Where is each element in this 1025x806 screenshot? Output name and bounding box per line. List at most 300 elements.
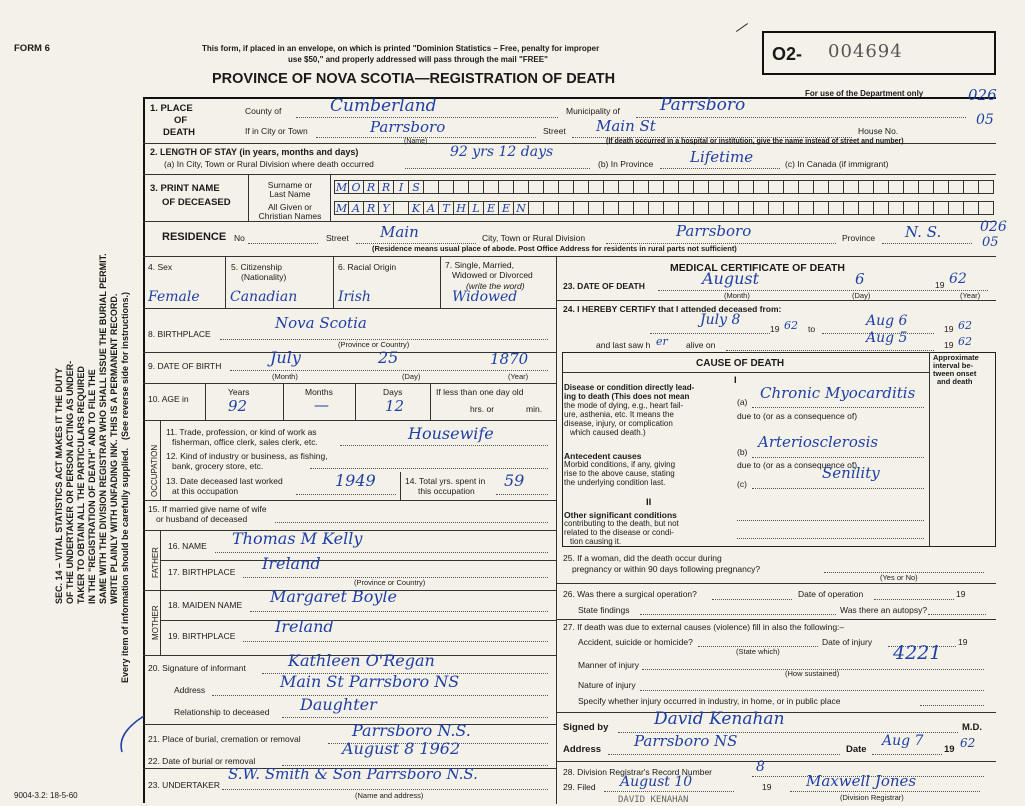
street-label: Street — [543, 126, 566, 136]
letter-box — [709, 201, 724, 215]
manner-label: Manner of injury — [578, 660, 639, 670]
cause-b-value: Arteriosclerosis — [758, 433, 879, 451]
surname-boxes — [334, 180, 994, 194]
letter-box — [439, 180, 454, 194]
letter-box — [739, 201, 754, 215]
letter-box: I — [394, 180, 409, 194]
signer-address-value: Parrsboro NS — [634, 732, 738, 750]
accident-label: Accident, suicide or homicide? — [578, 637, 693, 647]
approx-1: Approximate — [933, 353, 979, 362]
death-day-value: 6 — [855, 270, 865, 288]
letter-box — [619, 201, 634, 215]
external-label: 27. If death was due to external causes (violence) fill in also the following:– — [563, 622, 845, 632]
citizenship-value: Canadian — [230, 289, 298, 305]
letter-box — [724, 201, 739, 215]
letter-box — [619, 180, 634, 194]
to-label: to — [808, 324, 816, 334]
side-line-4: IN THE "REGISTRATION OF DEATH" AND TO FILE THE — [87, 369, 97, 604]
antecedent-3: rise to the above cause, stating — [564, 469, 675, 478]
sex-value: Female — [148, 289, 200, 305]
letter-box — [979, 201, 994, 215]
letter-box — [529, 201, 544, 215]
house-no-label: House No. — [858, 126, 899, 136]
letter-box — [694, 180, 709, 194]
letter-box — [559, 201, 574, 215]
birthplace-hint: (Province or Country) — [338, 340, 410, 349]
letter-box — [964, 180, 979, 194]
letter-box — [454, 180, 469, 194]
industry-label-2: bank, grocery store, etc. — [172, 461, 264, 471]
divider-3 — [143, 221, 996, 222]
letter-box — [664, 201, 679, 215]
letter-box — [844, 180, 859, 194]
state-which-hint: (State which) — [736, 647, 780, 656]
mother-birthplace-label: 19. BIRTHPLACE — [168, 631, 236, 641]
letter-box — [859, 201, 874, 215]
father-side-label: FATHER — [151, 547, 160, 578]
dept-use: For use of the Department only — [805, 89, 924, 98]
letter-box — [829, 180, 844, 194]
letter-box — [529, 180, 544, 194]
letter-box — [649, 180, 664, 194]
signer-typed-name: DAVID KENAHAN — [618, 795, 689, 805]
last-worked-label-1: 13. Date deceased last worked — [166, 476, 283, 486]
letter-box: M — [335, 202, 348, 215]
spouse-label-2: or husband of deceased — [156, 514, 248, 524]
attended-to-value: Aug 6 — [866, 313, 908, 329]
letter-box — [979, 180, 994, 194]
bracket-pen-mark — [108, 712, 148, 756]
filed-label: 29. Filed — [563, 782, 596, 792]
burial-date-label: 22. Date of burial or removal — [148, 756, 256, 766]
letter-box: E — [499, 201, 514, 215]
dept-code-05: 05 — [976, 112, 994, 128]
cause-b-label: (b) — [737, 447, 748, 457]
roman-ii: II — [646, 497, 652, 508]
letter-box — [604, 180, 619, 194]
md-label: M.D. — [962, 722, 983, 733]
industry-label-1: 12. Kind of industry or business, as fishing, — [166, 451, 328, 461]
informant-label: 20. Signature of informant — [148, 663, 246, 673]
letter-box — [604, 201, 619, 215]
occupation-side-label: OCCUPATION — [150, 444, 159, 497]
due-to-b: due to (or as a consequence of) — [737, 460, 858, 470]
letter-box: R — [364, 180, 379, 194]
relationship-value: Daughter — [300, 695, 377, 714]
notice-line-1: This form, if placed in an envelope, on which is printed "Dominion Statistics – Free, penalty for improper — [202, 44, 600, 53]
letter-box — [844, 201, 859, 215]
letter-box — [679, 180, 694, 194]
death-19: 19 — [935, 280, 945, 290]
total-years-label-1: 14. Total yrs. spent in — [405, 476, 486, 486]
street-value: Main St — [596, 117, 656, 135]
last-saw-her-value: er — [656, 335, 668, 348]
other-3: related to the disease or condi- — [564, 528, 674, 537]
antecedent-2: Morbid conditions, if any, giving — [564, 460, 676, 469]
letter-box — [544, 201, 559, 215]
side-line-6: WRITE PLAINLY WITH UNFADING INK. THIS IS A PERMANENT RECORD. — [109, 293, 119, 604]
attended-to-19: 19 — [944, 324, 954, 334]
certify-label: 24. I HEREBY CERTIFY that I attended deceased from: — [563, 304, 782, 314]
occupation-value: Housewife — [408, 424, 494, 443]
letter-box — [574, 201, 589, 215]
undertaker-label: 23. UNDERTAKER — [148, 780, 220, 790]
father-birthplace-value: Ireland — [262, 554, 321, 573]
letter-box — [709, 180, 724, 194]
roman-i: I — [734, 375, 737, 386]
approx-3: tween onset — [933, 369, 977, 378]
residence-street-value: Main — [380, 223, 419, 241]
attended-from-year: 62 — [784, 319, 798, 332]
letter-box — [784, 180, 799, 194]
letter-box — [784, 201, 799, 215]
registrar-value: Maxwell Jones — [806, 772, 917, 790]
state-findings-label: State findings — [578, 605, 630, 615]
letter-box — [679, 201, 694, 215]
letter-box — [424, 180, 439, 194]
citizenship-label: 5. Citizenship — [231, 262, 283, 272]
city-town-value: Parrsboro — [370, 118, 446, 136]
date-op-19: 19 — [956, 589, 966, 599]
letter-box — [949, 201, 964, 215]
letter-box: H — [454, 201, 469, 215]
signed-year: 62 — [960, 736, 976, 750]
sex-label: 4. Sex — [148, 262, 173, 272]
letter-box: S — [409, 180, 424, 194]
letter-box — [859, 180, 874, 194]
age-months-value: — — [314, 396, 329, 414]
given-name-boxes — [334, 201, 994, 215]
column-divider — [556, 256, 557, 804]
name-hint: (Name) — [404, 138, 428, 145]
cause-heading: CAUSE OF DEATH — [696, 358, 785, 369]
less-than-day-label: If less than one day old — [436, 387, 524, 397]
letter-box — [574, 180, 589, 194]
surname-label: Surname or — [267, 180, 313, 190]
letter-box — [484, 180, 499, 194]
cause-c-label: (c) — [737, 479, 747, 489]
disease-5: disease, injury, or complication — [564, 419, 673, 428]
residence-no-label: No — [234, 233, 245, 243]
letter-box: Y — [379, 201, 394, 215]
racial-origin-value: Irish — [338, 289, 371, 305]
dob-label: 9. DATE OF BIRTH — [148, 361, 222, 371]
letter-box — [739, 180, 754, 194]
death-label: DEATH — [163, 127, 196, 138]
letter-box — [874, 201, 889, 215]
nature-label: Nature of injury — [578, 680, 636, 690]
filed-19: 19 — [762, 782, 772, 792]
dob-day-value: 25 — [378, 348, 399, 367]
disease-2: ing to death (This does not mean — [564, 392, 690, 401]
last-name-label: Last Name — [269, 189, 311, 199]
page-title: PROVINCE OF NOVA SCOTIA—REGISTRATION OF DEATH — [212, 71, 616, 87]
county-value: Cumberland — [330, 96, 437, 116]
residence-city-label: City, Town or Rural Division — [482, 233, 586, 243]
cause-a-value: Chronic Myocarditis — [760, 384, 916, 402]
letter-box: R — [379, 180, 394, 194]
marital-label-2: Widowed or Divorced — [452, 270, 533, 280]
informant-value: Kathleen O'Regan — [288, 651, 435, 670]
letter-box — [694, 201, 709, 215]
letter-box — [589, 180, 604, 194]
letter-box — [949, 180, 964, 194]
last-saw-year: 62 — [958, 335, 972, 348]
death-month-hint: (Month) — [724, 291, 750, 300]
antecedent-1: Antecedent causes — [564, 451, 642, 461]
side-line-1: SEC. 14 – VITAL STATISTICS ACT MAKES IT THE DUTY — [54, 367, 64, 604]
last-worked-value: 1949 — [335, 471, 376, 490]
letter-box — [769, 201, 784, 215]
date-injury-19: 19 — [958, 637, 968, 647]
letter-box — [829, 201, 844, 215]
surgical-label: 26. Was there a surgical operation? — [563, 589, 697, 599]
divider-2 — [143, 174, 996, 175]
woman-label-2: pregnancy or within 90 days following pregnancy? — [572, 564, 761, 574]
form-left-border — [143, 97, 145, 803]
letter-box — [559, 180, 574, 194]
notice-line-2: use $50," and properly addressed will pass through the mail "FREE" — [288, 55, 548, 64]
letter-box — [754, 201, 769, 215]
signed-19: 19 — [944, 744, 955, 755]
other-2: contributing to the death, but not — [564, 519, 679, 528]
dept-code-4221: 4221 — [893, 642, 942, 664]
letter-box: T — [439, 201, 454, 215]
autopsy-label: Was there an autopsy? — [840, 605, 928, 615]
county-label: County of — [245, 106, 282, 116]
dob-day-hint: (Day) — [402, 372, 421, 381]
signer-address-label: Address — [563, 744, 602, 755]
burial-place-value: Parrsboro N.S. — [352, 721, 471, 740]
residence-city-value: Parrsboro — [676, 222, 752, 240]
last-saw-label: and last saw h — [596, 340, 651, 350]
letter-box: O — [349, 180, 364, 194]
dob-year-value: 1870 — [490, 350, 529, 368]
dob-year-hint: (Year) — [508, 372, 529, 381]
divider-4 — [143, 256, 996, 257]
letter-box: L — [469, 201, 484, 215]
letter-box — [814, 180, 829, 194]
disease-1: Disease or condition directly lead- — [564, 383, 695, 392]
death-year-hint: (Year) — [960, 291, 981, 300]
letter-box — [469, 180, 484, 194]
letter-box — [904, 180, 919, 194]
form-code: 9004-3.2: 18-5-60 — [14, 791, 78, 800]
residence-province-value: N. S. — [905, 223, 942, 241]
age-years-value: 92 — [228, 397, 248, 415]
father-name-value: Thomas M Kelly — [232, 529, 363, 548]
letter-box — [889, 201, 904, 215]
residence-hint: (Residence means usual place of abode. Post Office Address for residents in rural parts not sufficient) — [372, 244, 737, 253]
date-of-death-label: 23. DATE OF DEATH — [563, 281, 645, 291]
undertaker-value: S.W. Smith & Son Parrsboro N.S. — [228, 765, 478, 783]
total-years-value: 59 — [504, 471, 525, 490]
side-line-7: (See reverse side for instructions.) — [120, 291, 130, 440]
residence-province-label: Province — [842, 233, 876, 243]
stay-a-label: (a) In City, Town or Rural Division where death occurred — [164, 159, 374, 169]
residence-street-label: Street — [326, 233, 349, 243]
marital-label-1: 7. Single, Married, — [445, 260, 514, 270]
marital-label-3: (write the word) — [466, 281, 525, 291]
reg-prefix: O2- — [772, 44, 803, 64]
relationship-label: Relationship to deceased — [174, 707, 270, 717]
letter-box — [589, 201, 604, 215]
side-line-2: OF THE UNDERTAKER OR PERSON ACTING AS UNDER- — [65, 360, 75, 604]
letter-box — [649, 201, 664, 215]
age-days-value: 12 — [385, 397, 405, 415]
trade-label-1: 11. Trade, profession, or kind of work as — [166, 427, 317, 437]
death-day-hint: (Day) — [852, 291, 871, 300]
municipality-value: Parrsboro — [660, 95, 746, 115]
other-1: Other significant conditions — [564, 510, 677, 520]
letter-box — [964, 201, 979, 215]
mother-birthplace-value: Ireland — [275, 617, 334, 636]
birthplace-value: Nova Scotia — [275, 314, 367, 332]
length-of-stay-label: 2. LENGTH OF STAY (in years, months and days) — [150, 147, 359, 157]
approx-4: and death — [937, 377, 973, 386]
burial-date-value: August 8 1962 — [342, 739, 461, 758]
letter-box — [799, 201, 814, 215]
dob-month-hint: (Month) — [272, 372, 298, 381]
min-label: min. — [526, 404, 543, 414]
mother-side-label: MOTHER — [151, 605, 160, 640]
age-days-label: Days — [383, 387, 403, 397]
letter-box — [934, 201, 949, 215]
letter-box: E — [484, 201, 499, 215]
nationality-label: (Nationality) — [241, 272, 287, 282]
informant-address-value: Main St Parrsboro NS — [280, 672, 460, 691]
mother-maiden-label: 18. MAIDEN NAME — [168, 600, 243, 610]
letter-box — [934, 180, 949, 194]
age-label: 10. AGE in — [148, 394, 189, 404]
age-months-label: Months — [305, 387, 333, 397]
form-top-border — [143, 97, 996, 99]
all-given-label: All Given or — [268, 202, 312, 212]
father-birthplace-hint: (Province or Country) — [354, 578, 426, 587]
letter-box — [634, 201, 649, 215]
letter-box: A — [349, 201, 364, 215]
specify-label: Specify whether injury occurred in industry, in home, or in public place — [578, 696, 841, 706]
mother-maiden-value: Margaret Boyle — [270, 587, 397, 606]
print-name-label: 3. PRINT NAME — [150, 183, 220, 194]
disease-3: the mode of dying, e.g., heart fail- — [564, 401, 684, 410]
letter-box — [634, 180, 649, 194]
reg-number: 004694 — [828, 41, 903, 62]
letter-box — [874, 180, 889, 194]
attended-from-value: July 8 — [700, 312, 741, 328]
pen-mark — [736, 23, 748, 32]
filed-date-value: August 10 — [620, 774, 693, 790]
hospital-hint: (If death occurred in a hospital or institution, give the name instead of street and number) — [606, 138, 904, 145]
letter-box — [904, 201, 919, 215]
letter-box: N — [514, 201, 529, 215]
death-year-value: 62 — [949, 271, 967, 287]
signed-by-value: David Kenahan — [654, 709, 785, 729]
last-worked-label-2: at this occupation — [172, 486, 239, 496]
letter-box — [889, 180, 904, 194]
letter-box — [394, 201, 409, 215]
yes-no-hint: (Yes or No) — [880, 573, 918, 582]
letter-box: A — [424, 201, 439, 215]
letter-box: R — [364, 201, 379, 215]
spouse-label-1: 15. If married give name of wife — [148, 504, 267, 514]
letter-box: M — [335, 181, 348, 194]
letter-box — [754, 180, 769, 194]
attended-to-year: 62 — [958, 319, 972, 332]
how-sustained-hint: (How sustained) — [785, 669, 840, 678]
dept-code-026-b: 026 — [980, 219, 1007, 235]
letter-box — [724, 180, 739, 194]
letter-box — [514, 180, 529, 194]
letter-box — [664, 180, 679, 194]
letter-box — [814, 201, 829, 215]
last-saw-19: 19 — [944, 340, 954, 350]
trade-label-2: fisherman, office clerk, sales clerk, etc. — [172, 437, 318, 447]
cause-c-value: Senility — [822, 464, 880, 482]
hrs-label: hrs. or — [470, 404, 495, 414]
other-4: tion causing it. — [570, 537, 622, 546]
marital-value: Widowed — [452, 289, 518, 305]
date-op-label: Date of operation — [798, 589, 864, 599]
letter-box — [919, 201, 934, 215]
of-deceased-label: OF DECEASED — [162, 197, 231, 208]
cause-a-label: (a) — [737, 397, 748, 407]
disease-6: which caused death.) — [570, 428, 646, 437]
father-birthplace-label: 17. BIRTHPLACE — [168, 567, 236, 577]
of-label: OF — [174, 115, 188, 126]
signed-by-label: Signed by — [563, 722, 609, 733]
christian-names-label: Christian Names — [258, 211, 322, 221]
stay-province-value: Lifetime — [690, 148, 754, 166]
death-month-value: August — [702, 269, 760, 288]
dept-code-05-b: 05 — [982, 235, 999, 250]
record-number-label: 28. Division Registrar's Record Number — [563, 767, 713, 777]
signed-date-value: Aug 7 — [882, 733, 924, 749]
form-number: FORM 6 — [14, 43, 50, 54]
undertaker-hint: (Name and address) — [355, 791, 424, 800]
letter-box — [919, 180, 934, 194]
disease-4: ure, asthenia, etc. It means the — [564, 410, 674, 419]
letter-box — [499, 180, 514, 194]
date-injury-label: Date of injury — [822, 637, 873, 647]
letter-box — [544, 180, 559, 194]
residence-label: RESIDENCE — [162, 231, 227, 243]
father-name-label: 16. NAME — [168, 541, 207, 551]
alive-on-label: alive on — [686, 340, 716, 350]
letter-box: K — [409, 201, 424, 215]
dept-code-026: 026 — [968, 86, 997, 104]
age-years-label: Years — [228, 387, 250, 397]
antecedent-4: the underlying condition last. — [564, 478, 666, 487]
stay-c-label: (c) In Canada (if immigrant) — [785, 159, 889, 169]
dob-month-value: July — [270, 348, 301, 367]
side-line-8: Every item of information should be carefully supplied. — [120, 447, 130, 683]
due-to-a: due to (or as a consequence of) — [737, 411, 858, 421]
medical-cert-heading: MEDICAL CERTIFICATE OF DEATH — [670, 262, 845, 274]
total-years-label-2: this occupation — [418, 486, 475, 496]
stay-city-value: 92 yrs 12 days — [450, 144, 554, 160]
side-line-5: SAME WITH THE DIVISION REGISTRAR WHO SHALL ISSUE THE BURIAL PERMIT. — [98, 253, 108, 604]
approx-2: interval be- — [933, 361, 974, 370]
div-registrar-hint: (Division Registrar) — [840, 793, 904, 802]
signed-date-label: Date — [846, 744, 867, 755]
birthplace-label: 8. BIRTHPLACE — [148, 329, 211, 339]
record-number-value: 8 — [756, 759, 765, 775]
municipality-label: Municipality of — [566, 106, 620, 116]
side-line-3: TAKER TO OBTAIN ALL THE PARTICULARS REQUIRED — [76, 366, 86, 604]
city-town-label: If in City or Town — [245, 126, 308, 136]
last-saw-date-value: Aug 5 — [866, 330, 908, 346]
